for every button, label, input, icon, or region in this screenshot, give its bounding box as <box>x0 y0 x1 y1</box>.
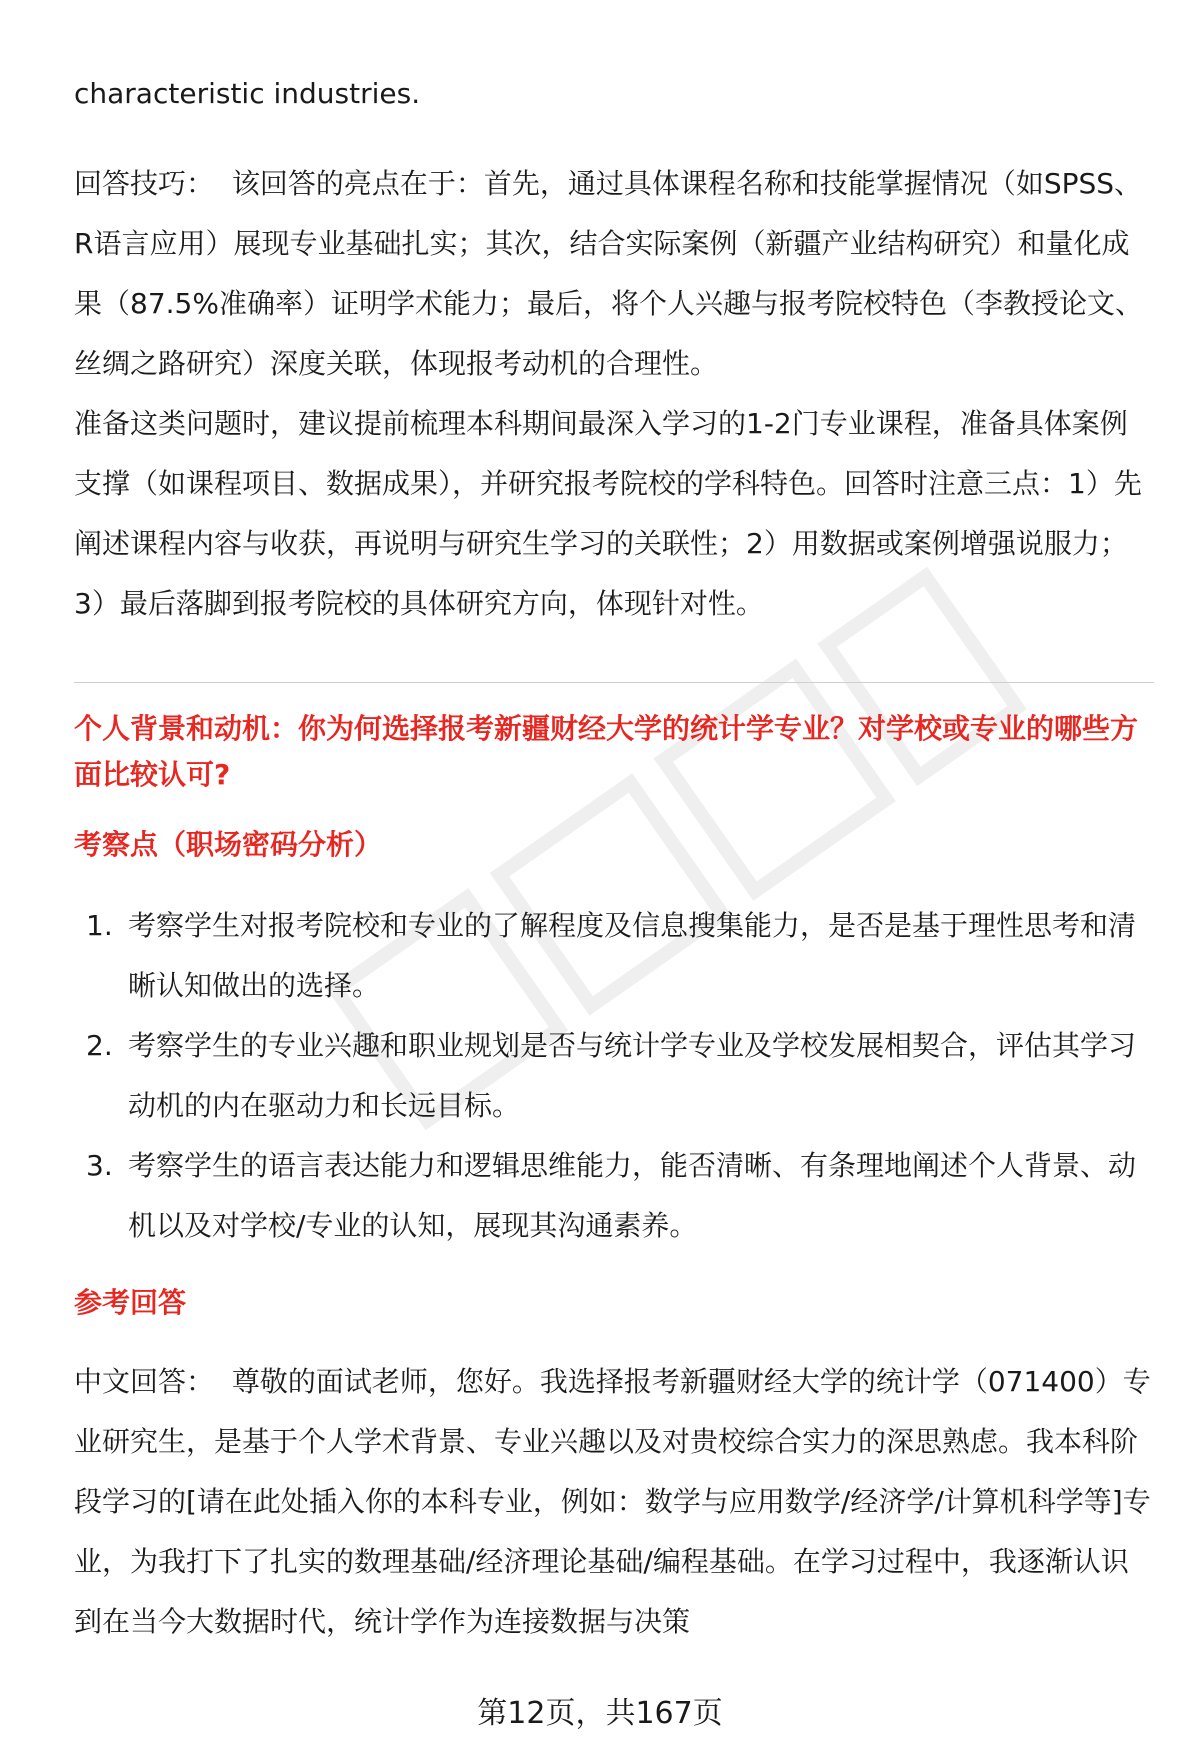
tips-text-1: 该回答的亮点在于：首先，通过具体课程名称和技能掌握情况（如SPSS、R语言应用）展现专业基础扎实；其次，结合实际案例（新疆产业结构研究）和量化成果（87.5%准确率）证明学术能力；最后，将个人兴趣与报考院校特色（李教授论文、丝绸之路研究）深度关联，体现报考动机的合理性。 <box>74 167 1143 380</box>
answer-label: 中文回答： <box>74 1365 215 1398</box>
answer-paragraph <box>74 1352 1154 1652</box>
list-item-text: 考察学生的语言表达能力和逻辑思维能力，能否清晰、有条理地阐述个人背景、动机以及对学校/专业的认知，展现其沟通素养。 <box>128 1149 1137 1242</box>
tips-paragraph-1 <box>74 154 1154 394</box>
page-number: 第12页，共167页 <box>477 1696 723 1731</box>
tips-label: 回答技巧： <box>74 167 215 200</box>
list-item <box>74 1016 1154 1136</box>
list-item-text: 考察学生的专业兴趣和职业规划是否与统计学专业及学校发展相契合，评估其学习动机的内在驱动力和长远目标。 <box>128 1029 1137 1122</box>
answer-text: 尊敬的面试老师，您好。我选择报考新疆财经大学的统计学（071400）专业研究生，是基于个人学术背景、专业兴趣以及对贵校综合实力的深思熟虑。我本科阶段学习的[请在此处插入你的本科专业，例如：数学与应用数学/经济学/计算机科学等]专业，为我打下了扎实的数理基础/经济理论基础/编程基础。在学习过程中，我逐渐认识到在当今大数据时代，统计学作为连接数据与决策 <box>74 1365 1151 1638</box>
list-number: 2. <box>86 1029 113 1062</box>
question-heading: 个人背景和动机：你为何选择报考新疆财经大学的统计学专业？对学校或专业的哪些方面比较认可? <box>74 712 1139 791</box>
section-divider <box>74 682 1154 683</box>
list-item <box>74 1136 1154 1256</box>
continuation-text: characteristic industries. <box>74 77 421 110</box>
list-number: 3. <box>86 1149 113 1182</box>
answer-tips <box>74 154 1154 634</box>
list-number: 1. <box>86 909 113 942</box>
exam-points-heading: 考察点（职场密码分析） <box>74 828 383 861</box>
tips-paragraph-2: 准备这类问题时，建议提前梳理本科期间最深入学习的1-2门专业课程，准备具体案例支撑（如课程项目、数据成果），并研究报考院校的学科特色。回答时注意三点：1）先阐述课程内容与收获，再说明与研究生学习的关联性；2）用数据或案例增强说服力；3）最后落脚到报考院校的具体研究方向，体现针对性。 <box>74 407 1142 620</box>
reference-answer-heading: 参考回答 <box>74 1286 187 1319</box>
exam-points-list <box>74 896 1154 1256</box>
list-item-text: 考察学生对报考院校和专业的了解程度及信息搜集能力，是否是基于理性思考和清晰认知做出的选择。 <box>128 909 1137 1002</box>
list-item <box>74 896 1154 1016</box>
reference-answer <box>74 1352 1154 1652</box>
